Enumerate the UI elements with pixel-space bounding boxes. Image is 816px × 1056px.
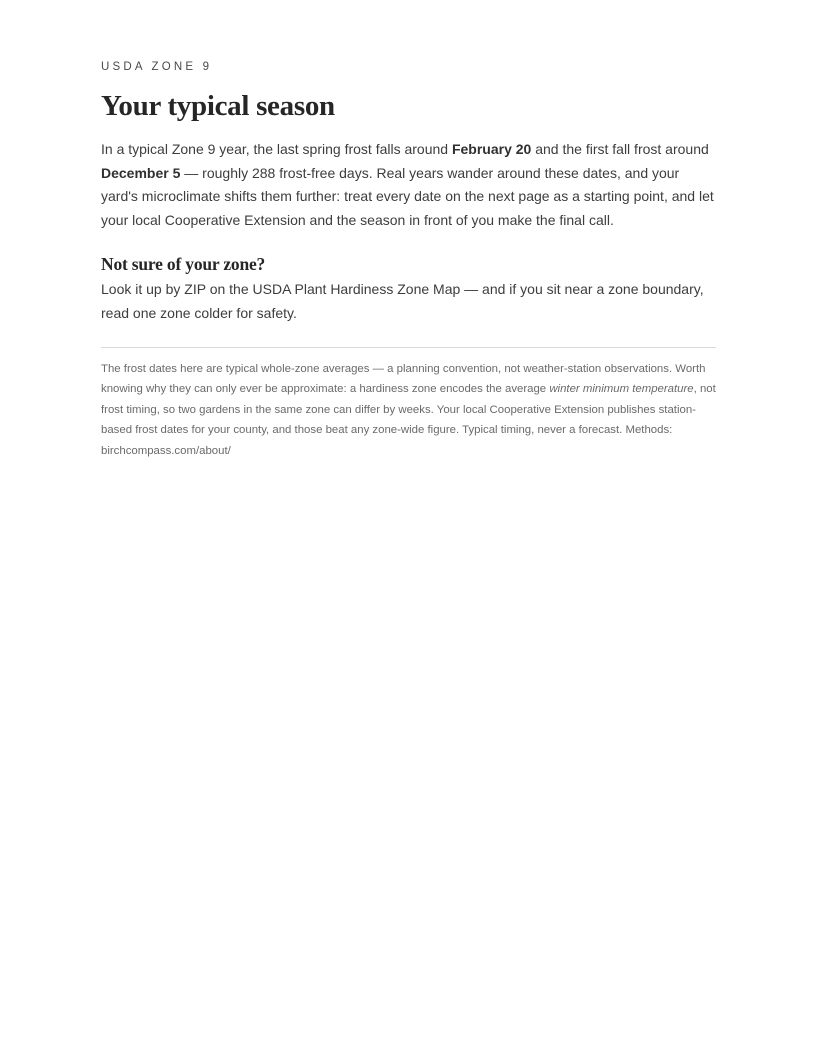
footnote-emphasis: winter minimum temperature bbox=[549, 383, 694, 396]
first-frost-date: December 5 bbox=[101, 164, 181, 181]
summary-text-2: and the first fall frost around bbox=[531, 141, 709, 157]
footnote-text-2: , not frost timing, so two gardens in the same zone can differ by weeks. Your local Cooperative Extension publishes station-based frost dates for your county, and those beat any zone-wide figure. Typical timing, never a forecast. Methods: birchcompass.com/about/ bbox=[101, 383, 716, 457]
footnote-text-1: The frost dates here are typical whole-zone averages — a planning convention, not weather-station observations. Worth knowing why they can only ever be approximate: a hardiness zone encodes the average bbox=[101, 362, 706, 396]
zone-help-heading: Not sure of your zone? bbox=[101, 254, 266, 275]
summary-text-3: — roughly 288 frost-free days. Real years wander around these dates, and your yard's microclimate shifts them further: treat every date on the next page as a starting point, and let your local Cooperative Extension and the season in front of you make the final call. bbox=[101, 164, 714, 228]
last-frost-date: February 20 bbox=[451, 141, 532, 157]
methods-footnote bbox=[101, 359, 716, 462]
season-summary bbox=[101, 138, 716, 232]
page-title: Your typical season bbox=[101, 90, 335, 122]
zone-help-text: Look it up by ZIP on the USDA Plant Hardiness Zone Map — and if you sit near a zone boundary, read one zone colder for safety. bbox=[101, 281, 704, 321]
document-page bbox=[101, 58, 716, 462]
summary-text-1: In a typical Zone 9 year, the last spring frost falls around bbox=[101, 141, 452, 157]
section-divider bbox=[101, 347, 716, 348]
zone-eyebrow: USDA ZONE 9 bbox=[101, 61, 213, 73]
